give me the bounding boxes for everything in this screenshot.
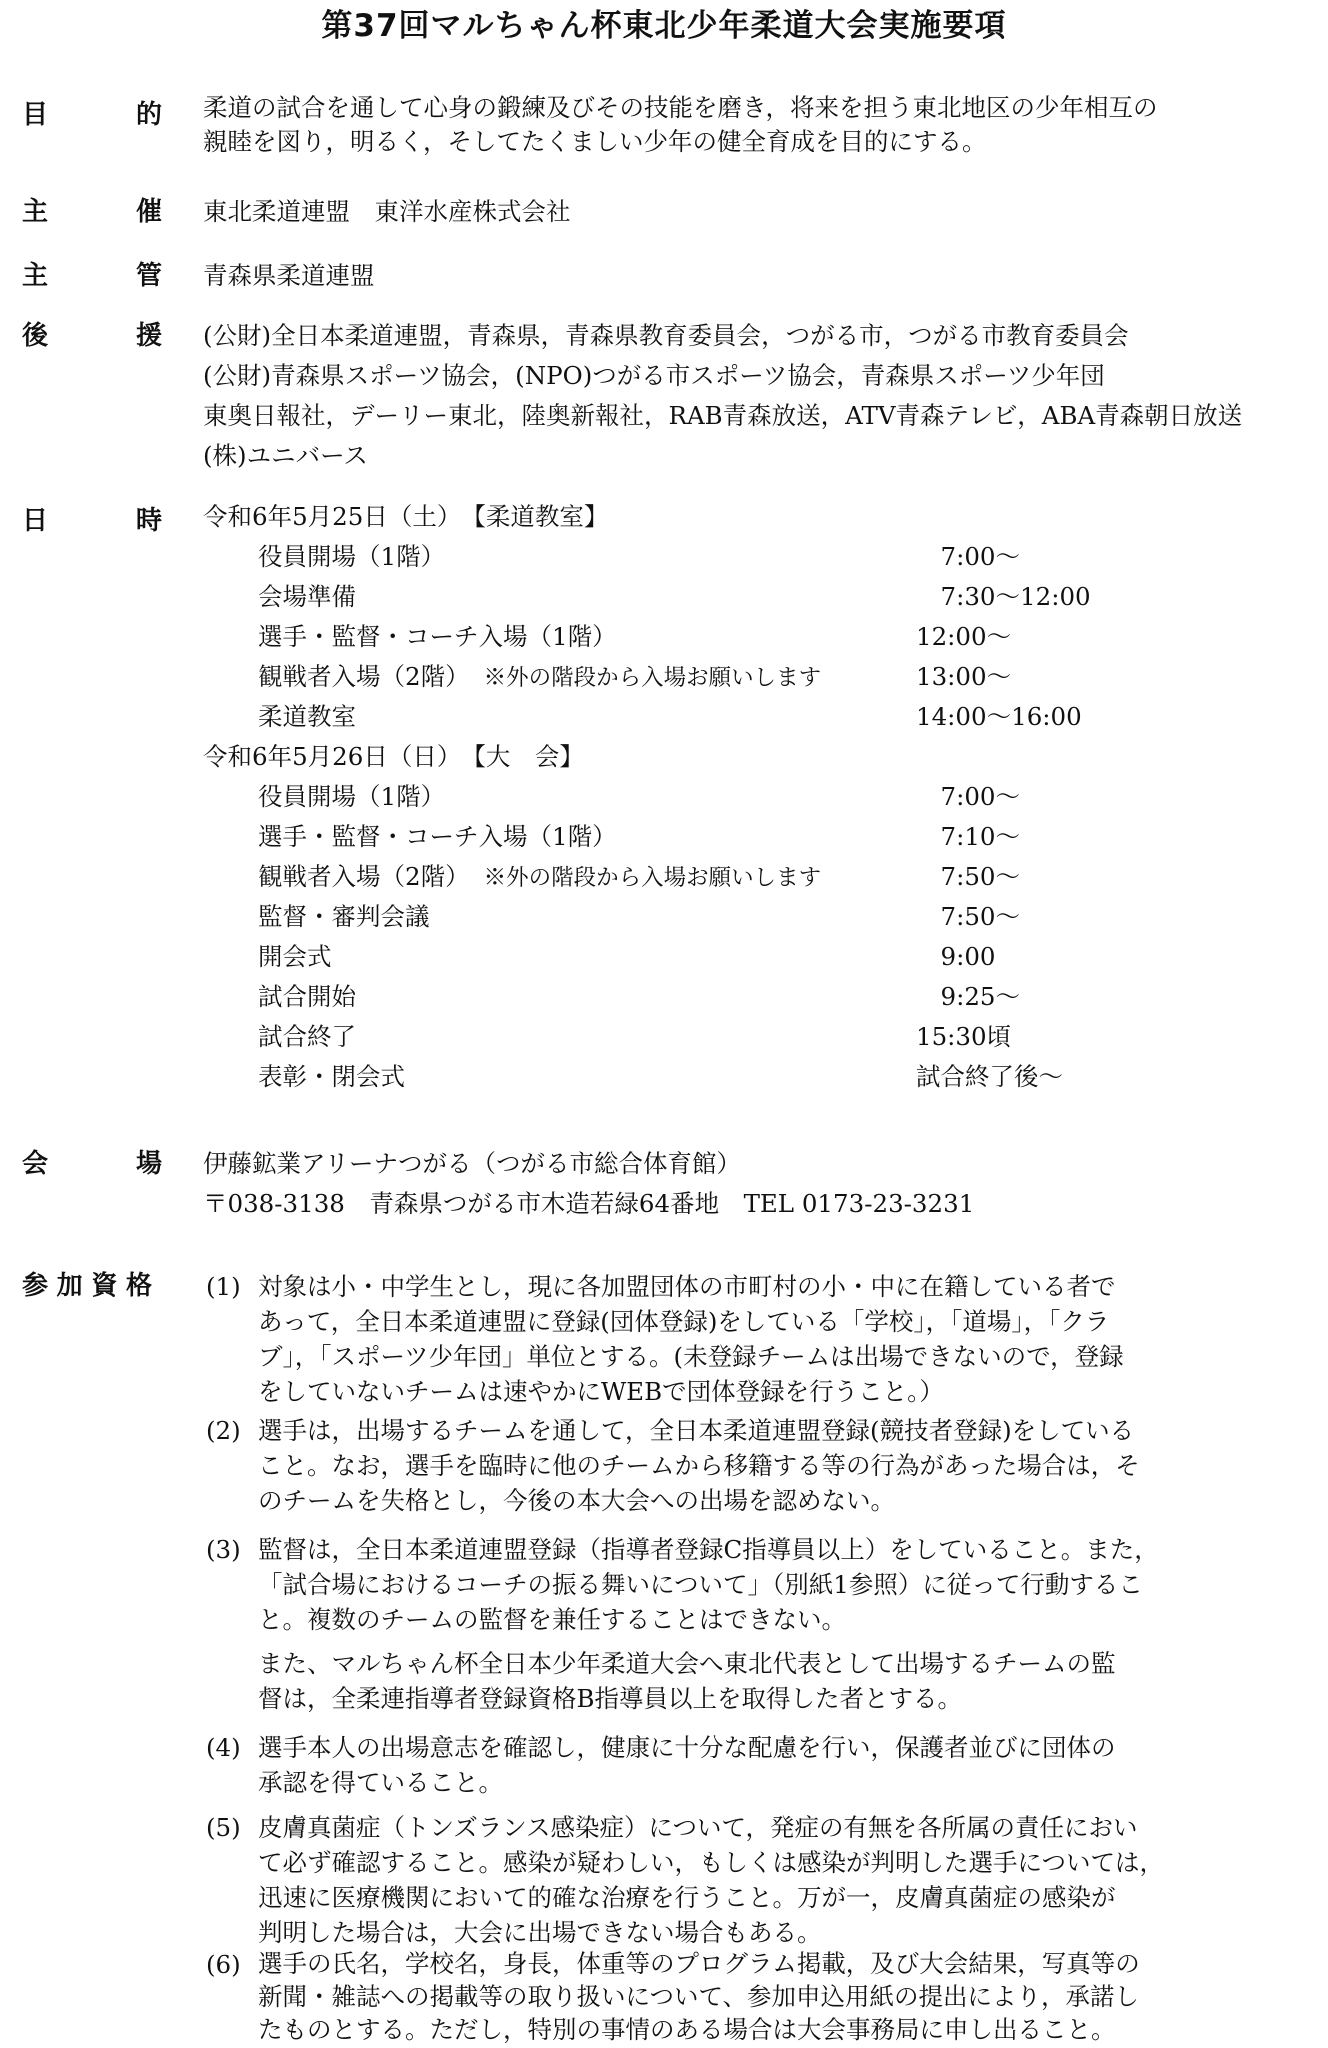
label-char: 援 <box>135 321 162 351</box>
schedule-day1-heading: 令和6年5月25日（土） 【柔道教室】 <box>203 502 609 531</box>
label-char: 催 <box>135 197 162 227</box>
section-label-organizer <box>22 256 162 296</box>
schedule-item-name: 表彰・閉会式 <box>258 1062 405 1091</box>
purpose-text <box>203 91 1310 159</box>
schedule-item-name: 柔道教室 <box>258 702 356 731</box>
schedule-item-entry <box>258 657 821 697</box>
eligibility-line: て必ず確認すること。感染が疑わしい，もしくは感染が判明した選手については， <box>258 1848 1165 1877</box>
support-text <box>203 316 1310 476</box>
schedule-item-name: 観戦者入場（2階） <box>258 662 470 691</box>
label-char: 主 <box>22 261 49 291</box>
eligibility-line: 対象は小・中学生とし，現に各加盟団体の市町村の小・中に在籍している者で <box>258 1272 1116 1301</box>
eligibility-line: 判明した場合は，大会に出場できない場合もある。 <box>258 1918 822 1947</box>
eligibility-item-body <box>258 1810 1273 1950</box>
label-char: 時 <box>135 506 162 536</box>
eligibility-line: また、マルちゃん杯全日本少年柔道大会へ東北代表として出場するチームの監 <box>258 1649 1116 1678</box>
eligibility-line: たものとする。ただし，特別の事情のある場合は大会事務局に申し出ること。 <box>258 2015 1116 2044</box>
eligibility-item-number: (1) <box>206 1272 241 1301</box>
eligibility-line: 監督は，全日本柔道連盟登録（指導者登録C指導員以上）をしていること。また， <box>258 1535 1159 1564</box>
schedule-item-time: 15:30頃 <box>916 1022 1012 1051</box>
eligibility-item-body <box>258 1532 1273 1637</box>
eligibility-line: 選手は，出場するチームを通して，全日本柔道連盟登録(競技者登録)をしている <box>258 1416 1135 1445</box>
eligibility-line: 選手本人の出場意志を確認し，健康に十分な配慮を行い，保護者並びに団体の <box>258 1733 1116 1762</box>
eligibility-line: 新聞・雑誌への掲載等の取り扱いについて、参加申込用紙の提出により，承諾し <box>258 1982 1140 2011</box>
purpose-line: 柔道の試合を通して心身の鍛練及びその技能を磨き，将来を担う東北地区の少年相互の <box>203 93 1158 122</box>
label-char: 資 <box>91 1271 118 1301</box>
schedule-item-entry <box>258 857 821 897</box>
label-char: 管 <box>135 261 162 291</box>
label-char: 後 <box>22 321 49 351</box>
support-line: 東奥日報社，デーリー東北，陸奥新報社，RAB青森放送，ATV青森テレビ，ABA青森朝日放送 <box>203 401 1243 430</box>
section-label-eligibility <box>22 1266 152 1306</box>
support-line: (公財)全日本柔道連盟，青森県，青森県教育委員会，つがる市，つがる市教育委員会 <box>203 321 1129 350</box>
venue-line: 伊藤鉱業アリーナつがる（つがる市総合体育館） <box>203 1149 742 1178</box>
schedule-item-time: 12:00～ <box>916 622 1012 651</box>
eligibility-item-number: (6) <box>206 1950 241 1979</box>
schedule-item-name: 試合開始 <box>258 982 356 1011</box>
eligibility-line: あって，全日本柔道連盟に登録(団体登録)をしている「学校」，「道場」，「クラ <box>258 1307 1110 1336</box>
document-title: 第37回マルちゃん杯東北少年柔道大会実施要項 <box>321 8 1007 44</box>
eligibility-line: こと。なお，選手を臨時に他のチームから移籍する等の行為があった場合は，そ <box>258 1451 1140 1480</box>
schedule-item-note: ※外の階段から入場お願いします <box>483 665 822 691</box>
schedule-item-name: 試合終了 <box>258 1022 356 1051</box>
schedule-item-time: 7:10～ <box>916 822 1021 851</box>
eligibility-line: ブ」，「スポーツ少年団」単位とする。(未登録チームは出場できないので，登録 <box>258 1342 1124 1371</box>
eligibility-line: をしていないチームは速やかにWEBで団体登録を行うこと。） <box>258 1377 944 1406</box>
eligibility-item-extra <box>258 1646 1273 1716</box>
eligibility-line: 「試合場におけるコーチの振る舞いについて」（別紙1参照）に従って行動するこ <box>258 1570 1143 1599</box>
schedule-item-time: 試合終了後～ <box>916 1062 1063 1091</box>
organizer-text: 青森県柔道連盟 <box>203 261 375 290</box>
schedule-day2-heading: 令和6年5月26日（日） 【大 会】 <box>203 742 584 771</box>
schedule-item-time: 14:00～16:00 <box>916 702 1082 731</box>
schedule-item-note: ※外の階段から入場お願いします <box>483 865 822 891</box>
eligibility-line: 選手の氏名，学校名，身長，体重等のプログラム掲載，及び大会結果，写真等の <box>258 1949 1140 1978</box>
schedule-item-name: 役員開場（1階） <box>258 782 446 811</box>
eligibility-line: 承認を得ていること。 <box>258 1768 503 1797</box>
label-char: 格 <box>125 1271 152 1301</box>
label-char: 主 <box>22 197 49 227</box>
schedule-item-time: 7:00～ <box>916 782 1021 811</box>
schedule-item-name: 役員開場（1階） <box>258 542 446 571</box>
label-char: 的 <box>135 100 162 130</box>
label-char: 加 <box>56 1271 83 1301</box>
schedule-item-name: 開会式 <box>258 942 332 971</box>
venue-text <box>203 1144 1310 1224</box>
eligibility-line: 迅速に医療機関において的確な治療を行うこと。万が一，皮膚真菌症の感染が <box>258 1883 1116 1912</box>
eligibility-item-number: (3) <box>206 1535 241 1564</box>
eligibility-item-number: (5) <box>206 1813 241 1842</box>
schedule-item-name: 会場準備 <box>258 582 356 611</box>
eligibility-item-number: (4) <box>206 1733 241 1762</box>
eligibility-item-body <box>258 1269 1273 1409</box>
schedule-item-name: 監督・審判会議 <box>258 902 430 931</box>
schedule-item-time: 7:30～12:00 <box>916 582 1091 611</box>
eligibility-item-body <box>258 1947 1273 2046</box>
support-line: (株)ユニバース <box>203 441 368 470</box>
support-line: (公財)青森県スポーツ協会，(NPO)つがる市スポーツ協会，青森県スポーツ少年団 <box>203 361 1105 390</box>
schedule-item-time: 9:25～ <box>916 982 1021 1011</box>
eligibility-item-body <box>258 1413 1273 1518</box>
schedule-item-name: 選手・監督・コーチ入場（1階） <box>258 822 617 851</box>
label-char: 日 <box>22 506 49 536</box>
schedule-item-time: 7:00～ <box>916 542 1021 571</box>
eligibility-line: と。複数のチームの監督を兼任することはできない。 <box>258 1605 846 1634</box>
schedule-item-time: 7:50～ <box>916 862 1021 891</box>
purpose-line: 親睦を図り，明るく，そしてたくましい少年の健全育成を目的にする。 <box>203 127 987 156</box>
label-char: 参 <box>22 1271 49 1301</box>
schedule-item-time: 7:50～ <box>916 902 1021 931</box>
section-label-host <box>22 192 162 232</box>
eligibility-line: のチームを失格とし，今後の本大会への出場を認めない。 <box>258 1486 895 1515</box>
label-char: 目 <box>22 100 49 130</box>
schedule-item-time: 9:00 <box>916 942 996 971</box>
eligibility-item-body <box>258 1730 1273 1800</box>
eligibility-line: 督は，全柔連指導者登録資格B指導員以上を取得した者とする。 <box>258 1684 963 1713</box>
venue-line: 〒038-3138 青森県つがる市木造若緑64番地 TEL 0173-23-3231 <box>203 1189 975 1218</box>
section-label-purpose <box>22 95 162 135</box>
schedule-item-time: 13:00～ <box>916 662 1012 691</box>
schedule-item-name: 観戦者入場（2階） <box>258 862 470 891</box>
eligibility-item-number: (2) <box>206 1416 241 1445</box>
section-label-venue <box>22 1144 162 1184</box>
section-label-support <box>22 316 162 356</box>
section-label-schedule <box>22 501 162 541</box>
schedule-item-name: 選手・監督・コーチ入場（1階） <box>258 622 617 651</box>
label-char: 場 <box>135 1149 162 1179</box>
label-char: 会 <box>22 1149 49 1179</box>
host-text: 東北柔道連盟 東洋水産株式会社 <box>203 197 571 226</box>
eligibility-line: 皮膚真菌症（トンズランス感染症）について，発症の有無を各所属の責任におい <box>258 1813 1138 1842</box>
